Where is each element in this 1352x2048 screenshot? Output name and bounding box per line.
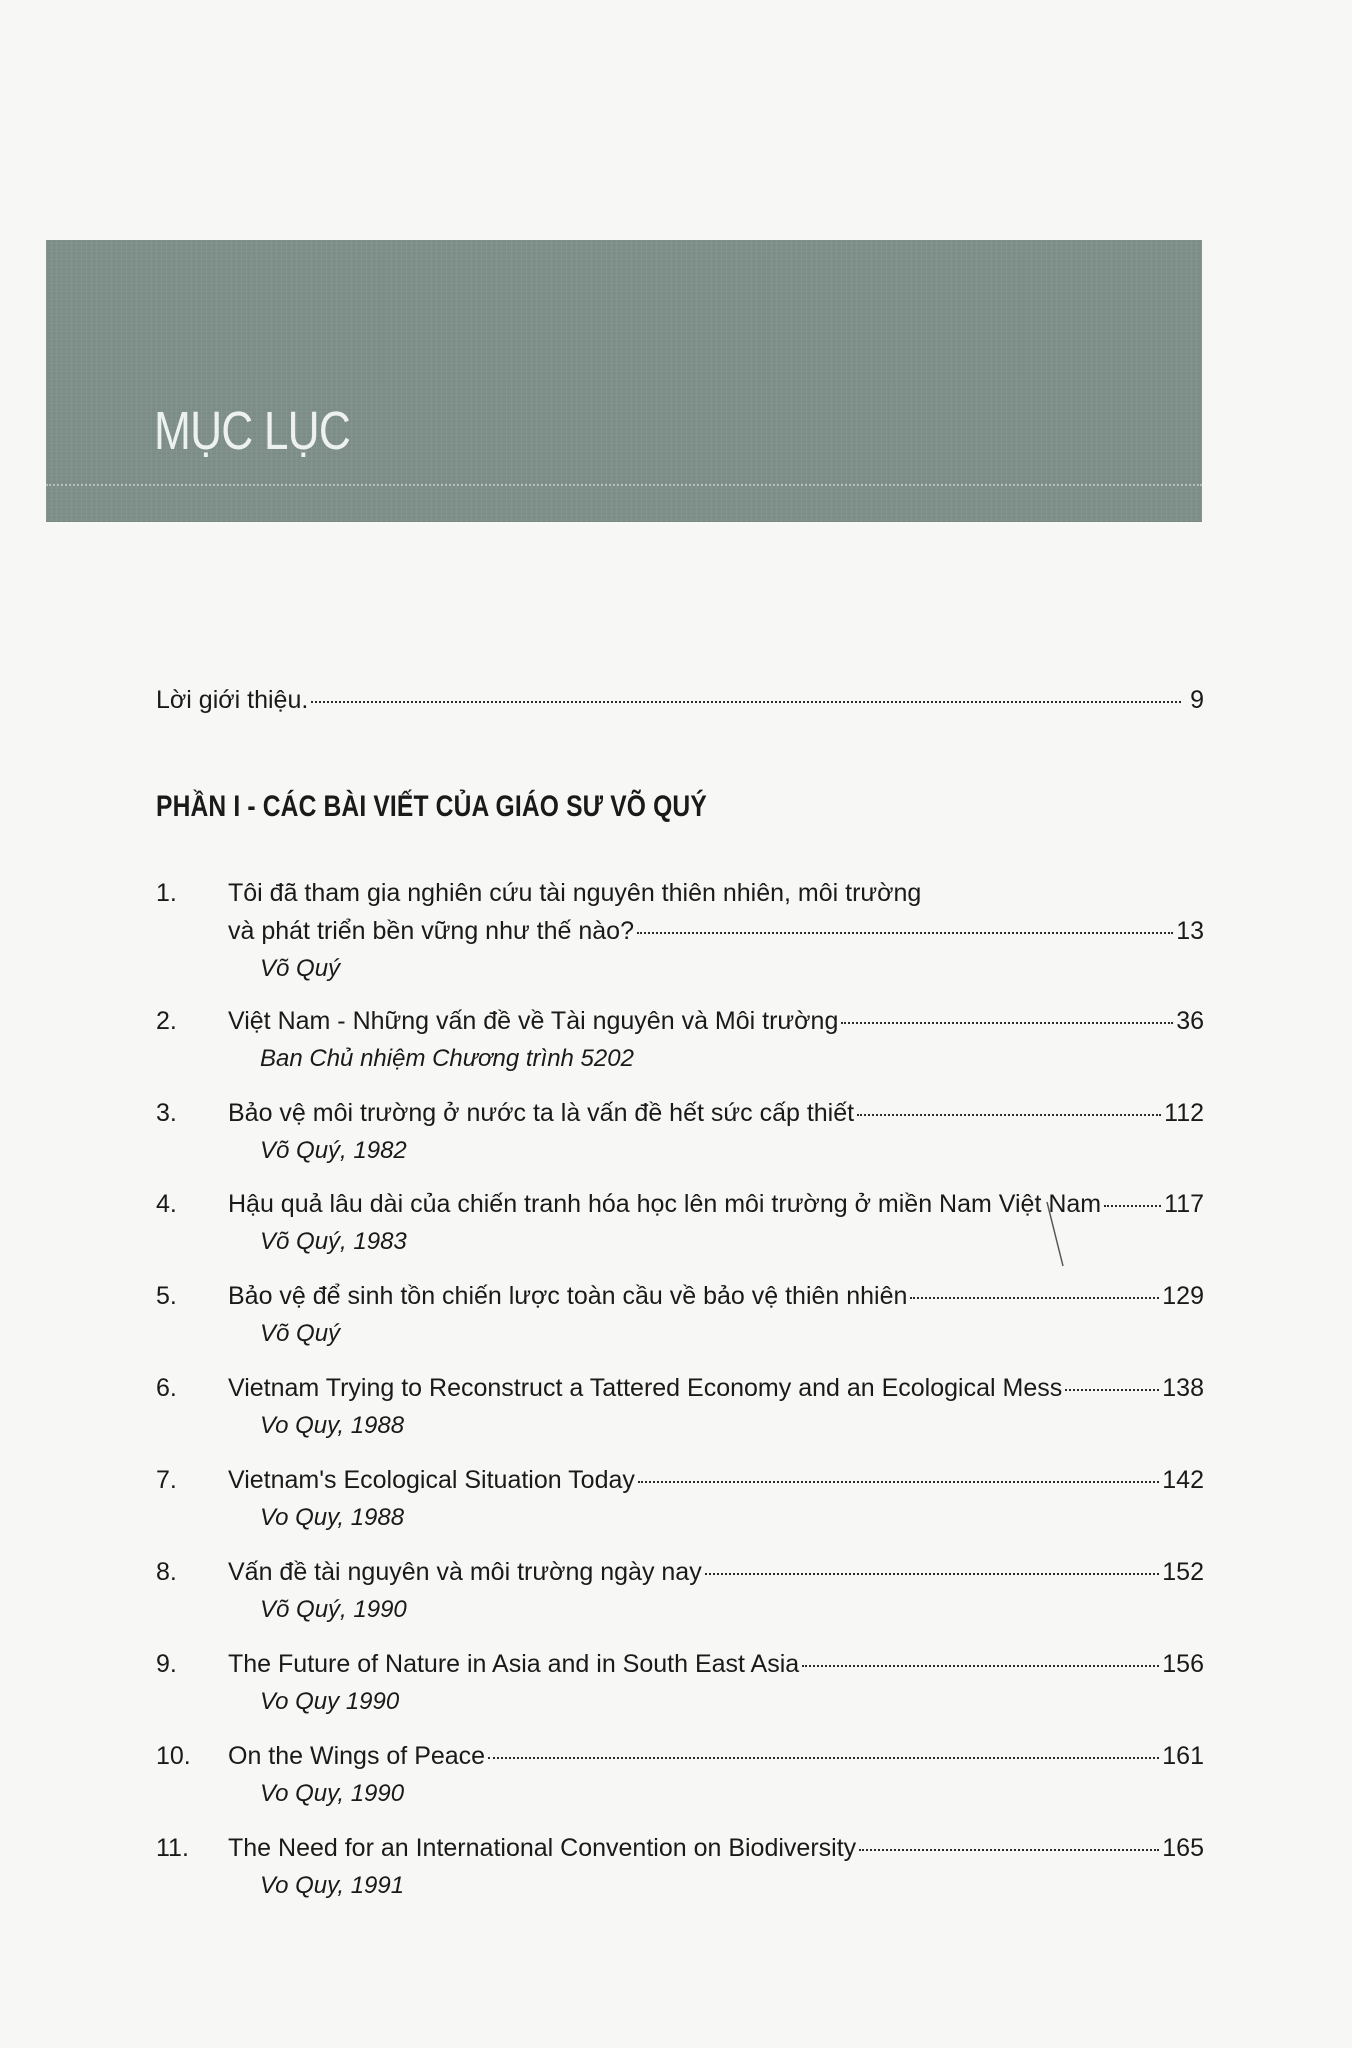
entry-number: 8. xyxy=(156,1558,177,1586)
entry-title: The Need for an International Convention on Biodiversity xyxy=(228,1834,857,1862)
entry-number: 1. xyxy=(156,879,177,907)
entry-number: 11. xyxy=(156,1834,189,1862)
entry-author: Vo Quy, 1988 xyxy=(260,1504,405,1531)
dot-leader xyxy=(638,1481,1159,1483)
entry-page-number: 156 xyxy=(1162,1650,1204,1678)
dot-leader xyxy=(1065,1389,1159,1391)
entry-author: Vo Quy, 1990 xyxy=(260,1780,405,1807)
entry-page-number: 13 xyxy=(1176,917,1204,945)
entry-page-number: 138 xyxy=(1162,1374,1204,1402)
entry-page-number: 112 xyxy=(1164,1099,1204,1127)
entry-page-number: 165 xyxy=(1162,1834,1204,1862)
entry-page-number: 161 xyxy=(1162,1742,1204,1770)
intro-page-number: 9 xyxy=(1190,686,1204,714)
entry-title: Vietnam Trying to Reconstruct a Tattered Economy and an Ecological Mess xyxy=(228,1374,1063,1402)
entry-title-line xyxy=(228,1737,1204,1775)
entry-number: 3. xyxy=(156,1099,177,1127)
entry-number: 5. xyxy=(156,1282,177,1310)
entry-author: Võ Quý, 1990 xyxy=(260,1596,407,1623)
entry-author: Ban Chủ nhiệm Chương trình 5202 xyxy=(260,1045,634,1072)
dot-leader xyxy=(859,1849,1159,1851)
entry-number: 6. xyxy=(156,1374,177,1402)
entry-number: 7. xyxy=(156,1466,177,1494)
entry-author: Vo Quy, 1991 xyxy=(260,1872,405,1899)
entry-title: Vấn đề tài nguyên và môi trường ngày nay xyxy=(228,1558,702,1586)
dot-leader xyxy=(841,1022,1173,1024)
entry-number: 4. xyxy=(156,1190,177,1218)
dot-leader xyxy=(857,1114,1161,1116)
entry-author: Võ Quý, 1982 xyxy=(260,1137,407,1164)
entry-author: Vo Quy 1990 xyxy=(260,1688,400,1715)
entry-title: Việt Nam - Những vấn đề về Tài nguyên và Môi trường xyxy=(228,1007,839,1035)
toc-entry-7[interactable] xyxy=(156,1461,1204,1537)
entry-number: 9. xyxy=(156,1650,177,1678)
intro-label: Lời giới thiệu. xyxy=(156,686,309,714)
toc-entry-1[interactable] xyxy=(156,874,1204,988)
entry-author: Võ Quý xyxy=(260,1320,341,1347)
entry-title: Hậu quả lâu dài của chiến tranh hóa học lên môi trường ở miền Nam Việt Nam xyxy=(228,1190,1102,1218)
entry-title-line xyxy=(228,1829,1204,1867)
toc-entry-6[interactable] xyxy=(156,1369,1204,1445)
entry-title: Tôi đã tham gia nghiên cứu tài nguyên thiên nhiên, môi trường xyxy=(228,879,922,907)
entry-title: On the Wings of Peace xyxy=(228,1742,486,1770)
dot-leader xyxy=(705,1573,1160,1575)
entry-title-line xyxy=(228,1461,1204,1499)
dot-leader xyxy=(1104,1205,1161,1207)
entry-page-number: 142 xyxy=(1162,1466,1204,1494)
entry-page-number: 152 xyxy=(1162,1558,1204,1586)
entry-author: Võ Quý xyxy=(260,955,341,982)
toc-entry-8[interactable] xyxy=(156,1553,1204,1629)
entry-title-line-with-page xyxy=(228,912,1204,950)
entry-title: Vietnam's Ecological Situation Today xyxy=(228,1466,635,1494)
entry-title: The Future of Nature in Asia and in South East Asia xyxy=(228,1650,800,1678)
page-title: MỤC LỤC xyxy=(154,401,350,461)
entry-page-number: 129 xyxy=(1162,1282,1204,1310)
entry-title-line xyxy=(228,1277,1204,1315)
entry-number: 2. xyxy=(156,1007,177,1035)
entry-title-continuation: và phát triển bền vững như thế nào? xyxy=(228,917,634,945)
toc-list xyxy=(156,0,1204,2048)
toc-entry-9[interactable] xyxy=(156,1645,1204,1721)
pen-stroke-mark xyxy=(1043,1200,1069,1270)
toc-entry-11[interactable] xyxy=(156,1829,1204,1905)
dot-leader xyxy=(802,1665,1159,1667)
entry-author: Võ Quý, 1983 xyxy=(260,1228,407,1255)
toc-entry-2[interactable] xyxy=(156,1002,1204,1078)
toc-entry-10[interactable] xyxy=(156,1737,1204,1813)
toc-entry-5[interactable] xyxy=(156,1277,1204,1353)
toc-entry-3[interactable] xyxy=(156,1094,1204,1170)
part-heading: PHẦN I - CÁC BÀI VIẾT CỦA GIÁO SƯ VÕ QUÝ xyxy=(156,790,707,823)
entry-title-line xyxy=(228,1645,1204,1683)
entry-title-line xyxy=(228,1553,1204,1591)
entry-title-line xyxy=(228,1094,1204,1132)
dot-leader xyxy=(488,1757,1159,1759)
entry-page-number: 117 xyxy=(1164,1190,1204,1218)
entry-page-number: 36 xyxy=(1176,1007,1204,1035)
entry-title: Bảo vệ để sinh tồn chiến lược toàn cầu về bảo vệ thiên nhiên xyxy=(228,1282,908,1310)
dot-leader xyxy=(910,1297,1159,1299)
entry-title-line xyxy=(228,1369,1204,1407)
dot-leader xyxy=(637,932,1173,934)
entry-number: 10. xyxy=(156,1742,191,1770)
entry-title-line xyxy=(228,1002,1204,1040)
entry-title: Bảo vệ môi trường ở nước ta là vấn đề hết sức cấp thiết xyxy=(228,1099,855,1127)
entry-author: Vo Quy, 1988 xyxy=(260,1412,405,1439)
